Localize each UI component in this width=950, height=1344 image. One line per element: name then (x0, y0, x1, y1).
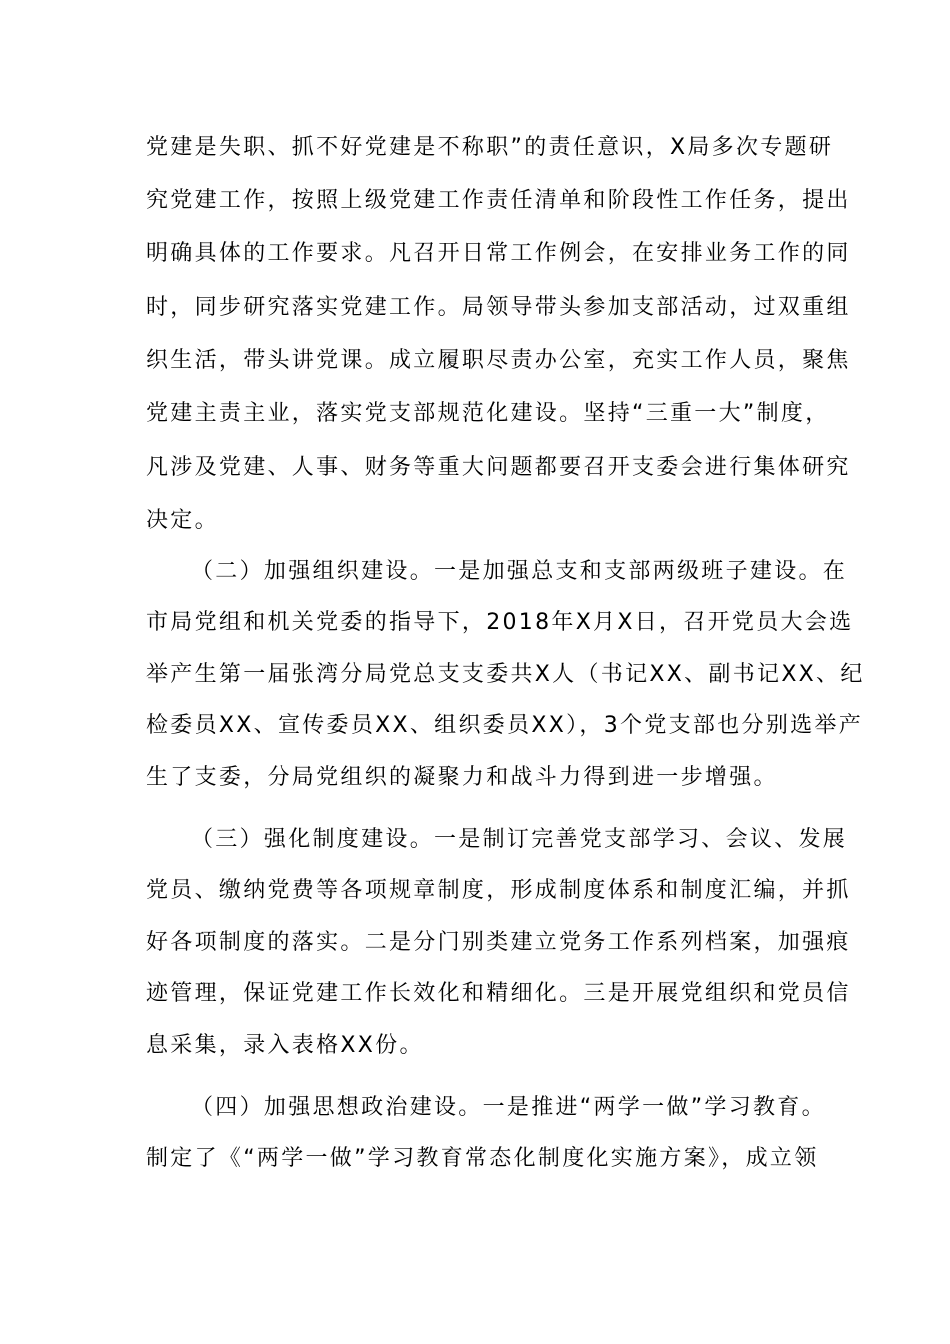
section-heading-line: （二）加强组织建设。一是加强总支和支部两级班子建设。在 (191, 559, 848, 584)
text-line: 市局党组和机关党委的指导下，2018年X月X日，召开党员大会选 (146, 610, 854, 635)
text-line: 党建是失职、抓不好党建是不称职”的责任意识，X局多次专题研 (146, 135, 834, 160)
text-line: 凡涉及党建、人事、财务等重大问题都要召开支委会进行集体研究 (146, 455, 851, 480)
text-line: 举产生第一届张湾分局党总支支委共X人（书记XX、副书记XX、纪 (146, 662, 865, 687)
text-line: 检委员XX、宣传委员XX、组织委员XX），3个党支部也分别选举产 (146, 713, 864, 738)
text-line: 制定了《“两学一做”学习教育常态化制度化实施方案》，成立领 (146, 1146, 819, 1171)
text-line: 息采集，录入表格XX份。 (146, 1033, 424, 1058)
text-line: 时，同步研究落实党建工作。局领导带头参加支部活动，过双重组 (146, 295, 851, 320)
text-line: 党建主责主业，落实党支部规范化建设。坚持“三重一大”制度， (146, 401, 830, 426)
text-line: 织生活，带头讲党课。成立履职尽责办公室，充实工作人员，聚焦 (146, 348, 851, 373)
text-line: 生了支委，分局党组织的凝聚力和战斗力得到进一步增强。 (146, 765, 778, 790)
text-line: 迹管理，保证党建工作长效化和精细化。三是开展党组织和党员信 (146, 981, 851, 1006)
text-line: 党员、缴纳党费等各项规章制度，形成制度体系和制度汇编，并抓 (146, 878, 851, 903)
section-heading-line: （三）强化制度建设。一是制订完善党支部学习、会议、发展 (191, 827, 848, 852)
section-heading-line: （四）加强思想政治建设。一是推进“两学一做”学习教育。 (191, 1095, 826, 1120)
text-line: 究党建工作，按照上级党建工作责任清单和阶段性工作任务，提出 (146, 188, 851, 213)
text-line: 决定。 (146, 508, 219, 533)
text-line: 好各项制度的落实。二是分门别类建立党务工作系列档案，加强痕 (146, 930, 851, 955)
text-line: 明确具体的工作要求。凡召开日常工作例会，在安排业务工作的同 (146, 241, 851, 266)
